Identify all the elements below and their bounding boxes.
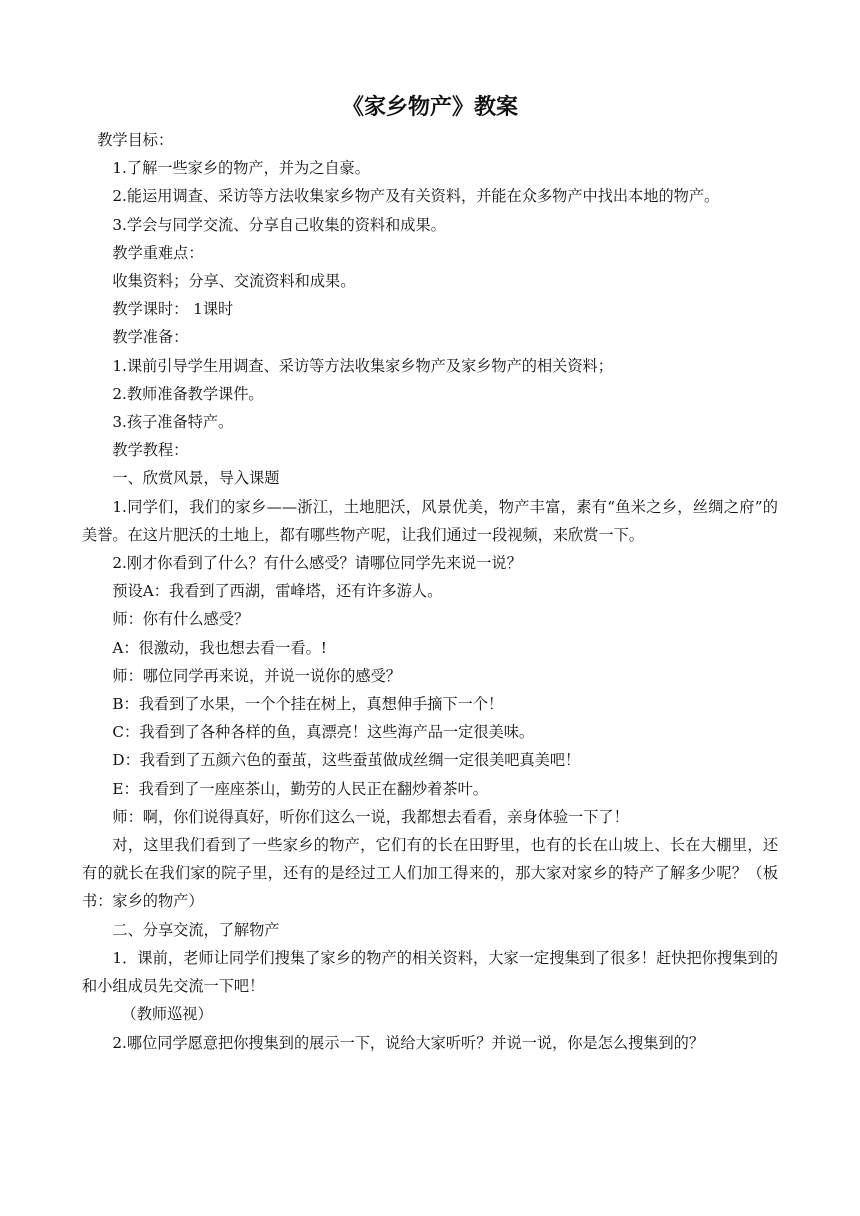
paragraph: 1.了解一些家乡的物产，并为之自豪。 xyxy=(112,159,370,178)
paragraph: （教师巡视） xyxy=(121,1005,213,1024)
paragraph: 预设A：我看到了西湖，雷峰塔，还有许多游人。 xyxy=(112,582,443,601)
paragraph: 教学重难点： xyxy=(112,243,204,262)
paragraph: 二、分享交流，了解物产 xyxy=(112,920,280,939)
paragraph: 3.学会与同学交流、分享自己收集的资料和成果。 xyxy=(112,215,446,234)
document-body xyxy=(82,126,778,1057)
paragraph: 教学目标： xyxy=(97,131,174,149)
paragraph: A：很激动，我也想去看一看。! xyxy=(112,638,327,657)
paragraph: D：我看到了五颜六色的蚕茧，这些蚕茧做成丝绸一定很美吧真美吧！ xyxy=(112,751,581,770)
paragraph: 一、欣赏风景，导入课题 xyxy=(112,469,280,488)
paragraph: 收集资料；分享、交流资料和成果。 xyxy=(112,272,356,291)
paragraph: 教学教程： xyxy=(112,441,189,460)
paragraph: 2.刚才你看到了什么？有什么感受？请哪位同学先来说一说？ xyxy=(112,554,522,573)
paragraph: 2.教师准备教学课件。 xyxy=(112,384,264,403)
paragraph: C：我看到了各种各样的鱼，真漂亮！这些海产品一定很美味。 xyxy=(112,723,535,742)
paragraph: 师：哪位同学再来说，并说一说你的感受？ xyxy=(112,666,401,685)
paragraph: 师：你有什么感受？ xyxy=(112,610,250,629)
document-title: 《家乡物产》教案 xyxy=(341,95,518,120)
paragraph: E：我看到了一座座茶山，勤劳的人民正在翻炒着茶叶。 xyxy=(112,779,488,798)
paragraph: B：我看到了水果，一个个挂在树上，真想伸手摘下一个！ xyxy=(112,695,504,714)
paragraph: 1.同学们，我们的家乡——浙江，土地肥沃，风景优美，物产丰富，素有“鱼米之乡，丝绸之府”的美誉。在这片肥沃的土地上，都有哪些物产呢，让我们通过一段视频，来欣赏一下。 xyxy=(82,497,778,544)
paragraph: 对，这里我们看到了一些家乡的物产，它们有的长在田野里，也有的长在山坡上、长在大棚里，还有的就长在我们家的院子里，还有的是经过工人们加工得来的，那大家对家乡的特产了解多少呢？（板书：家乡的物产） xyxy=(82,836,778,911)
paragraph: 3.孩子准备特产。 xyxy=(112,413,234,432)
paragraph: 1.课前引导学生用调查、采访等方法收集家乡物产及家乡物产的相关资料； xyxy=(112,356,613,375)
paragraph: 1．课前，老师让同学们搜集了家乡的物产的相关资料，大家一定搜集到了很多！赶快把你搜集到的和小组成员先交流一下吧！ xyxy=(82,948,778,996)
paragraph: 2.能运用调查、采访等方法收集家乡物产及有关资料，并能在众多物产中找出本地的物产。 xyxy=(112,187,720,206)
paragraph: 教学课时： 1课时 xyxy=(112,300,234,319)
paragraph: 2.哪位同学愿意把你搜集到的展示一下，说给大家听听？并说一说，你是怎么搜集到的？ xyxy=(112,1033,705,1052)
paragraph: 教学准备： xyxy=(112,328,189,347)
paragraph: 师：啊，你们说得真好，听你们这么一说，我都想去看看，亲身体验一下了！ xyxy=(112,807,629,826)
